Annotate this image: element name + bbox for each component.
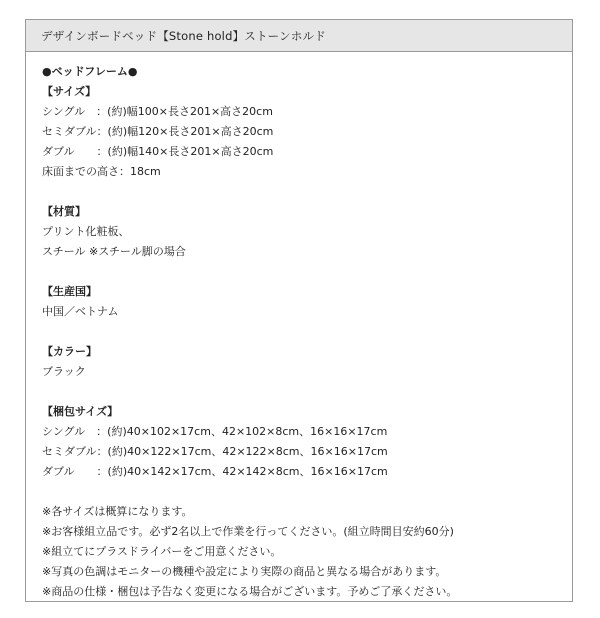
- package-semi-double: セミダブル：(約)40×122×17cm、42×122×8cm、16×16×17cm: [42, 445, 388, 458]
- section-heading-bed-frame: ●ベッドフレーム●: [42, 65, 138, 78]
- floor-height: 床面までの高さ：18cm: [42, 165, 161, 178]
- spacer: [42, 482, 572, 502]
- color-value: ブラック: [42, 365, 86, 378]
- spacer: [42, 322, 572, 342]
- section-heading-color: 【カラー】: [42, 345, 97, 358]
- package-double: ダブル ：(約)40×142×17cm、42×142×8cm、16×16×17cm: [42, 465, 388, 478]
- note-4: ※写真の色調はモニターの機種や設定により実際の商品と異なる場合があります。: [42, 565, 447, 578]
- note-3: ※組立てにプラスドライバーをご用意ください。: [42, 545, 282, 558]
- material-line-2: スチール ※スチール脚の場合: [42, 245, 186, 258]
- section-heading-country: 【生産国】: [42, 285, 97, 298]
- spacer: [42, 182, 572, 202]
- section-heading-size: 【サイズ】: [42, 85, 97, 98]
- country-value: 中国／ベトナム: [42, 305, 119, 318]
- section-heading-material: 【材質】: [42, 205, 86, 218]
- section-heading-package-size: 【梱包サイズ】: [42, 405, 119, 418]
- package-single: シングル ：(約)40×102×17cm、42×102×8cm、16×16×17cm: [42, 425, 388, 438]
- spec-box: [25, 19, 573, 602]
- spec-body: [26, 52, 572, 602]
- material-line-1: プリント化粧板、: [42, 225, 130, 238]
- note-1: ※各サイズは概算になります。: [42, 505, 193, 518]
- spacer: [42, 262, 572, 282]
- note-2: ※お客様組立品です。必ず2名以上で作業を行ってください。(組立時間目安約60分): [42, 525, 454, 538]
- size-double: ダブル ：(約)幅140×長さ201×高さ20cm: [42, 145, 274, 158]
- product-title: デザインボードベッド【Stone hold】ストーンホルド: [41, 28, 326, 43]
- spec-header: [26, 20, 572, 52]
- size-single: シングル ：(約)幅100×長さ201×高さ20cm: [42, 105, 273, 118]
- note-5: ※商品の仕様・梱包は予告なく変更になる場合がございます。予めご了承ください。: [42, 585, 458, 598]
- spacer: [42, 382, 572, 402]
- size-semi-double: セミダブル：(約)幅120×長さ201×高さ20cm: [42, 125, 274, 138]
